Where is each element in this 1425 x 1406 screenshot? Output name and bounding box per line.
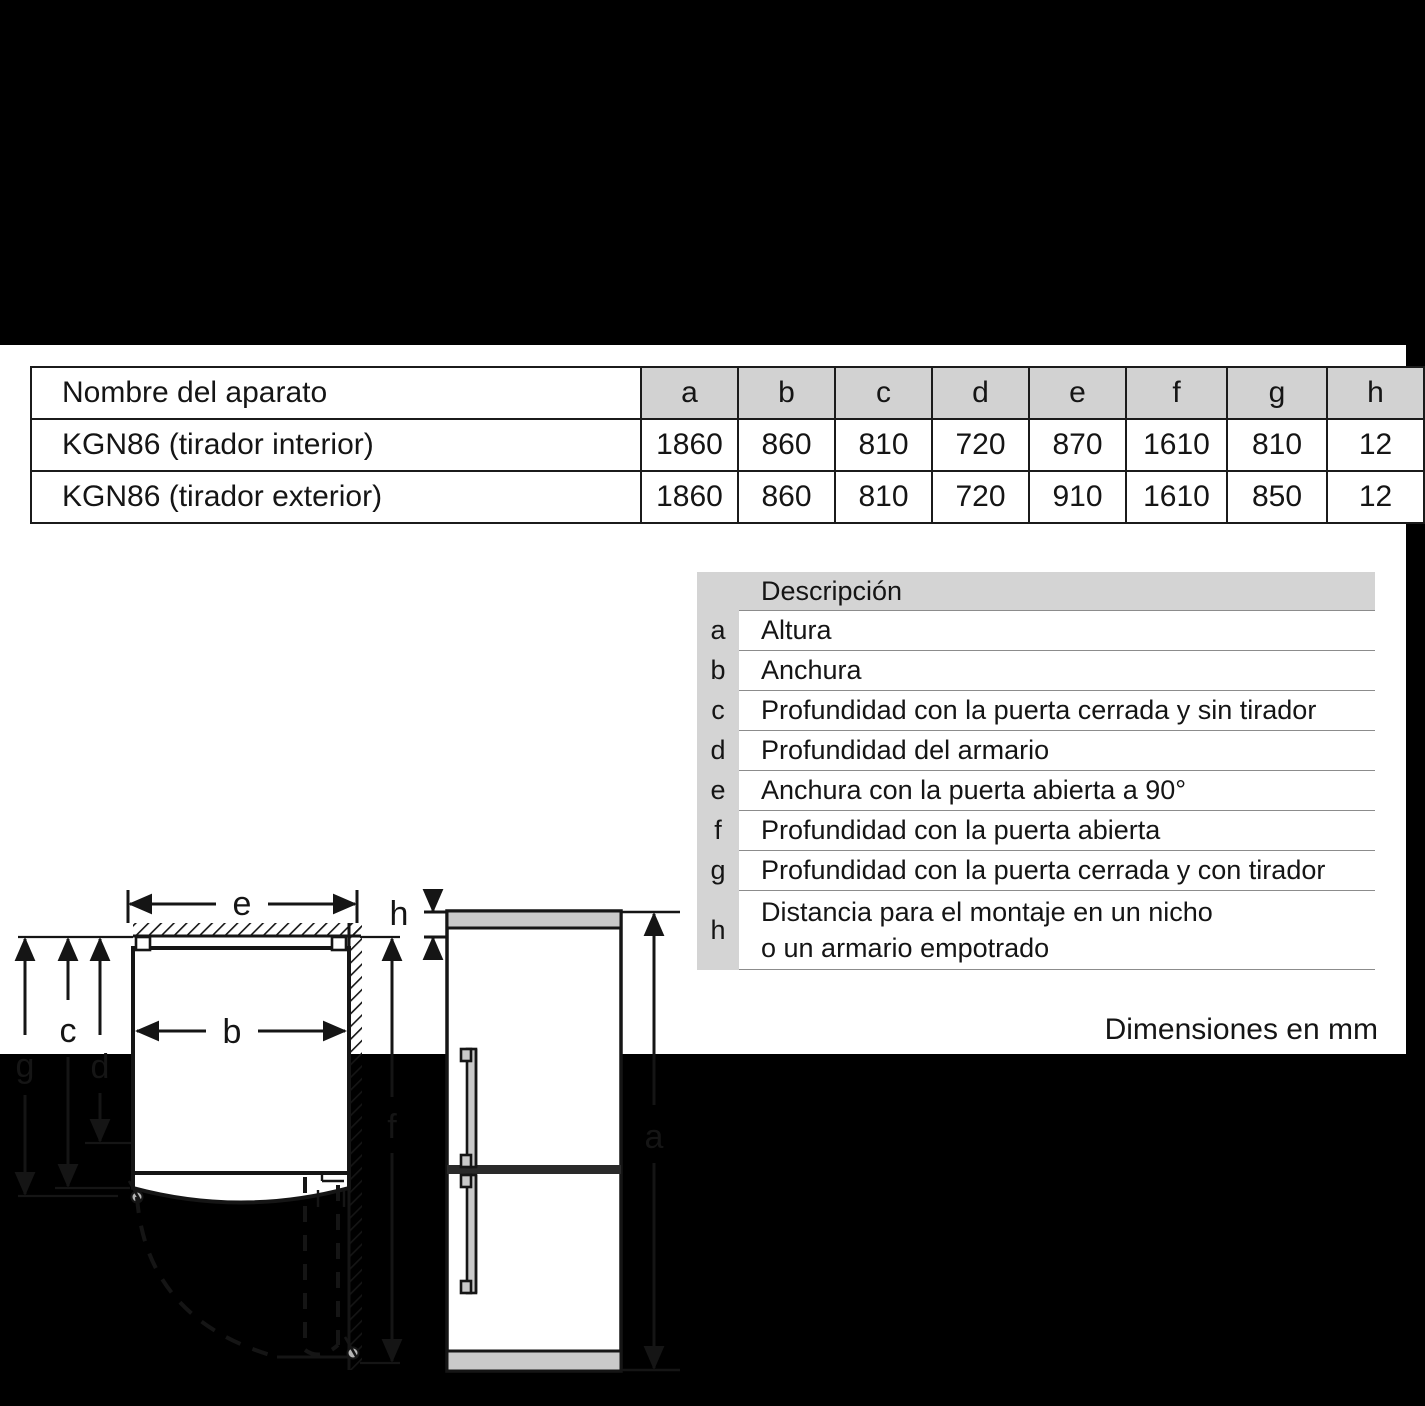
dimension-label-d: d bbox=[90, 1048, 110, 1086]
legend-key-g: g bbox=[697, 850, 739, 890]
dimension-label-c: c bbox=[59, 1012, 77, 1050]
legend-row-d bbox=[697, 730, 1375, 770]
dimension-label-h: h bbox=[389, 895, 409, 933]
legend-text-h-line2: o un armario empotrado bbox=[761, 932, 1050, 963]
legend-table bbox=[697, 572, 1375, 970]
legend-text-f: Profundidad con la puerta abierta bbox=[739, 810, 1375, 850]
top-view-drawing bbox=[16, 885, 400, 1370]
legend-text-c: Profundidad con la puerta cerrada y sin tirador bbox=[739, 690, 1375, 730]
cabinet-plan-outline bbox=[133, 948, 349, 1203]
spec-table-header-h: h bbox=[1327, 367, 1424, 419]
front-view-drawing bbox=[447, 911, 680, 1371]
legend-text-d: Profundidad del armario bbox=[739, 730, 1375, 770]
spec-table-name-header: Nombre del aparato bbox=[31, 367, 641, 419]
spec-row-1-a: 1860 bbox=[641, 471, 738, 523]
spec-row-0-g: 810 bbox=[1227, 419, 1327, 471]
bottom-plinth bbox=[447, 1351, 621, 1371]
spec-table-header-b: b bbox=[738, 367, 835, 419]
legend-key-d: d bbox=[697, 730, 739, 770]
legend-row-f bbox=[697, 810, 1375, 850]
legend-text-e: Anchura con la puerta abierta a 90° bbox=[739, 770, 1375, 810]
legend-text-g: Profundidad con la puerta cerrada y con tirador bbox=[739, 850, 1375, 890]
spec-row-0-a: 1860 bbox=[641, 419, 738, 471]
spec-row-0-c: 810 bbox=[835, 419, 932, 471]
dimension-label-e: e bbox=[232, 885, 252, 923]
legend-text-a: Altura bbox=[739, 610, 1375, 650]
spec-row-0-e: 870 bbox=[1029, 419, 1126, 471]
spec-table-header-e: e bbox=[1029, 367, 1126, 419]
legend-row-h bbox=[697, 890, 1375, 970]
spec-row-1-h: 12 bbox=[1327, 471, 1424, 523]
spec-row-1-e: 910 bbox=[1029, 471, 1126, 523]
legend-text-b: Anchura bbox=[739, 650, 1375, 690]
spec-row-0-name: KGN86 (tirador interior) bbox=[31, 419, 641, 471]
dimension-label-g: g bbox=[15, 1047, 35, 1085]
legend-header-label: Descripción bbox=[739, 572, 1375, 610]
spec-table-header-c: c bbox=[835, 367, 932, 419]
drawing-sheet bbox=[0, 345, 1406, 1156]
legend-key-e: e bbox=[697, 770, 739, 810]
spec-table-header-a: a bbox=[641, 367, 738, 419]
legend-row-e bbox=[697, 770, 1375, 810]
spec-row-1-g: 850 bbox=[1227, 471, 1327, 523]
legend-header-key bbox=[697, 572, 739, 610]
spec-table-header-f: f bbox=[1126, 367, 1227, 419]
spec-row-0-d: 720 bbox=[932, 419, 1029, 471]
hinge-leader-lines bbox=[129, 1181, 357, 1358]
door-swing-arc bbox=[137, 1197, 277, 1357]
spec-table-header-g: g bbox=[1227, 367, 1327, 419]
spec-row-1-f: 1610 bbox=[1126, 471, 1227, 523]
dimension-label-a: a bbox=[644, 1118, 664, 1156]
legend-key-b: b bbox=[697, 650, 739, 690]
legend-row-a bbox=[697, 610, 1375, 650]
legend-row-c bbox=[697, 690, 1375, 730]
legend-text-h bbox=[739, 890, 1375, 970]
legend-key-c: c bbox=[697, 690, 739, 730]
spec-row-0-h: 12 bbox=[1327, 419, 1424, 471]
legend-row-b bbox=[697, 650, 1375, 690]
units-note: Dimensiones en mm bbox=[1104, 1013, 1378, 1046]
legend-key-a: a bbox=[697, 610, 739, 650]
legend-header-row bbox=[697, 572, 1375, 610]
legend-bottom-divider bbox=[739, 969, 1375, 971]
spec-row-0-b: 860 bbox=[738, 419, 835, 471]
spec-row-1-b: 860 bbox=[738, 471, 835, 523]
spec-row-1-name: KGN86 (tirador exterior) bbox=[31, 471, 641, 523]
door-open-position bbox=[305, 1177, 338, 1354]
spec-row-1-d: 720 bbox=[932, 471, 1029, 523]
dimension-label-b: b bbox=[222, 1013, 242, 1051]
spec-row-1-c: 810 bbox=[835, 471, 932, 523]
legend-key-f: f bbox=[697, 810, 739, 850]
legend-row-g bbox=[697, 850, 1375, 890]
wall-top-hatch bbox=[133, 923, 361, 936]
spec-row-0-f: 1610 bbox=[1126, 419, 1227, 471]
dimension-label-f: f bbox=[387, 1108, 397, 1146]
top-panel bbox=[447, 911, 621, 928]
legend-key-h: h bbox=[697, 890, 739, 970]
legend-text-h-line1: Distancia para el montaje en un nicho bbox=[761, 896, 1213, 927]
spec-table-header-d: d bbox=[932, 367, 1029, 419]
technical-drawings bbox=[0, 345, 700, 1156]
